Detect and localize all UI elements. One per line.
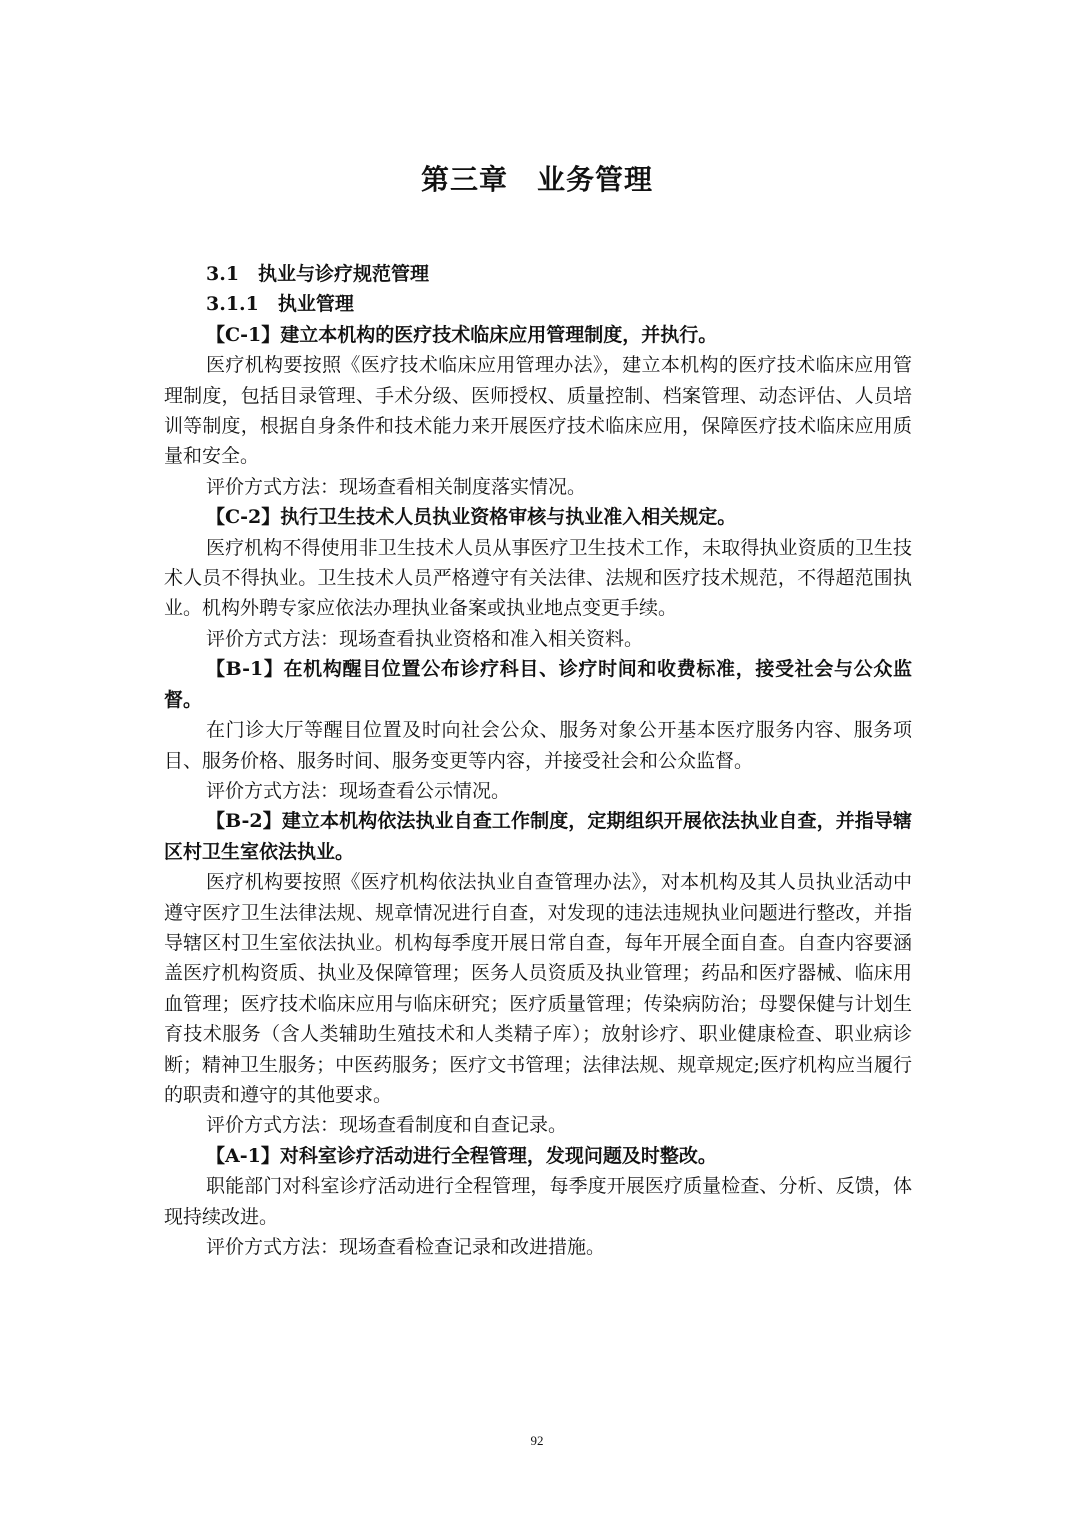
item-text-b2: 医疗机构要按照《医疗机构依法执业自查管理办法》，对本机构及其人员执业活动中遵守医疗卫生法律法规、规章情况进行自查，对发现的违法违规执业问题进行整改，并指导辖区村卫生室依法执业。机构每季度开展日常自查，每年开展全面自查。自查内容要涵盖医疗机构资质、执业及保障管理；医务人员资质及执业管理；药品和医疗器械、临床用血管理；医疗技术临床应用与临床研究；医疗质量管理；传染病防治；母婴保健与计划生育技术服务（含人类辅助生殖技术和人类精子库）；放射诊疗、职业健康检查、职业病诊断；精神卫生服务；中医药服务；医疗文书管理；法律法规、规章规定;医疗机构应当履行的职责和遵守的其他要求。 xyxy=(164,871,912,1106)
item-heading-b1 xyxy=(164,654,912,715)
subsection-heading: 3.1.1 执业管理 xyxy=(206,293,354,316)
item-text-b1: 在门诊大厅等醒目位置及时向社会公众、服务对象公开基本医疗服务内容、服务项目、服务价格、服务时间、服务变更等内容，并接受社会和公众监督。 xyxy=(164,719,912,772)
item-tag: 【B-2】 xyxy=(206,810,282,833)
item-heading-text: 在机构醒目位置公布诊疗科目、诊疗时间和收费标准，接受社会与公众监督。 xyxy=(164,658,912,711)
item-eval-c1: 评价方式方法：现场查看相关制度落实情况。 xyxy=(206,475,587,498)
item-heading-c1 xyxy=(164,320,912,350)
item-tag: 【C-2】 xyxy=(206,506,281,529)
item-heading-text: 建立本机构的医疗技术临床应用管理制度，并执行。 xyxy=(280,323,718,346)
item-tag: 【C-1】 xyxy=(206,323,281,346)
item-text-a1: 职能部门对科室诊疗活动进行全程管理，每季度开展医疗质量检查、分析、反馈，体现持续改进。 xyxy=(164,1175,912,1228)
item-eval-a1: 评价方式方法：现场查看检查记录和改进措施。 xyxy=(206,1236,606,1258)
document-body xyxy=(164,259,912,1262)
item-heading-text: 建立本机构依法执业自查工作制度，定期组织开展依法执业自查，并指导辖区村卫生室依法执业。 xyxy=(164,810,912,863)
item-heading-b2 xyxy=(164,806,912,867)
chapter-title: 第三章 业务管理 xyxy=(420,163,653,196)
item-heading-text: 执行卫生技术人员执业资格审核与执业准入相关规定。 xyxy=(280,506,737,529)
item-eval-b1: 评价方式方法：现场查看公示情况。 xyxy=(206,779,511,802)
item-text-c1: 医疗机构要按照《医疗技术临床应用管理办法》，建立本机构的医疗技术临床应用管理制度，包括目录管理、手术分级、医师授权、质量控制、档案管理、动态评估、人员培训等制度，根据自身条件和技术能力来开展医疗技术临床应用，保障医疗技术临床应用质量和安全。 xyxy=(164,354,912,468)
item-heading-text: 对科室诊疗活动进行全程管理，发现问题及时整改。 xyxy=(279,1144,717,1167)
item-text-c2: 医疗机构不得使用非卫生技术人员从事医疗卫生技术工作，未取得执业资质的卫生技术人员不得执业。卫生技术人员严格遵守有关法律、法规和医疗技术规范，不得超范围执业。机构外聘专家应依法办理执业备案或执业地点变更手续。 xyxy=(164,536,912,620)
section-heading: 3.1 执业与诊疗规范管理 xyxy=(206,263,430,285)
item-heading-a1 xyxy=(164,1141,912,1171)
page-number: 92 xyxy=(530,1433,544,1448)
item-tag: 【A-1】 xyxy=(206,1144,280,1167)
item-heading-c2 xyxy=(164,502,912,532)
item-eval-b2: 评价方式方法：现场查看制度和自查记录。 xyxy=(206,1114,568,1137)
item-tag: 【B-1】 xyxy=(206,658,284,681)
item-eval-c2: 评价方式方法：现场查看执业资格和准入相关资料。 xyxy=(206,627,644,650)
